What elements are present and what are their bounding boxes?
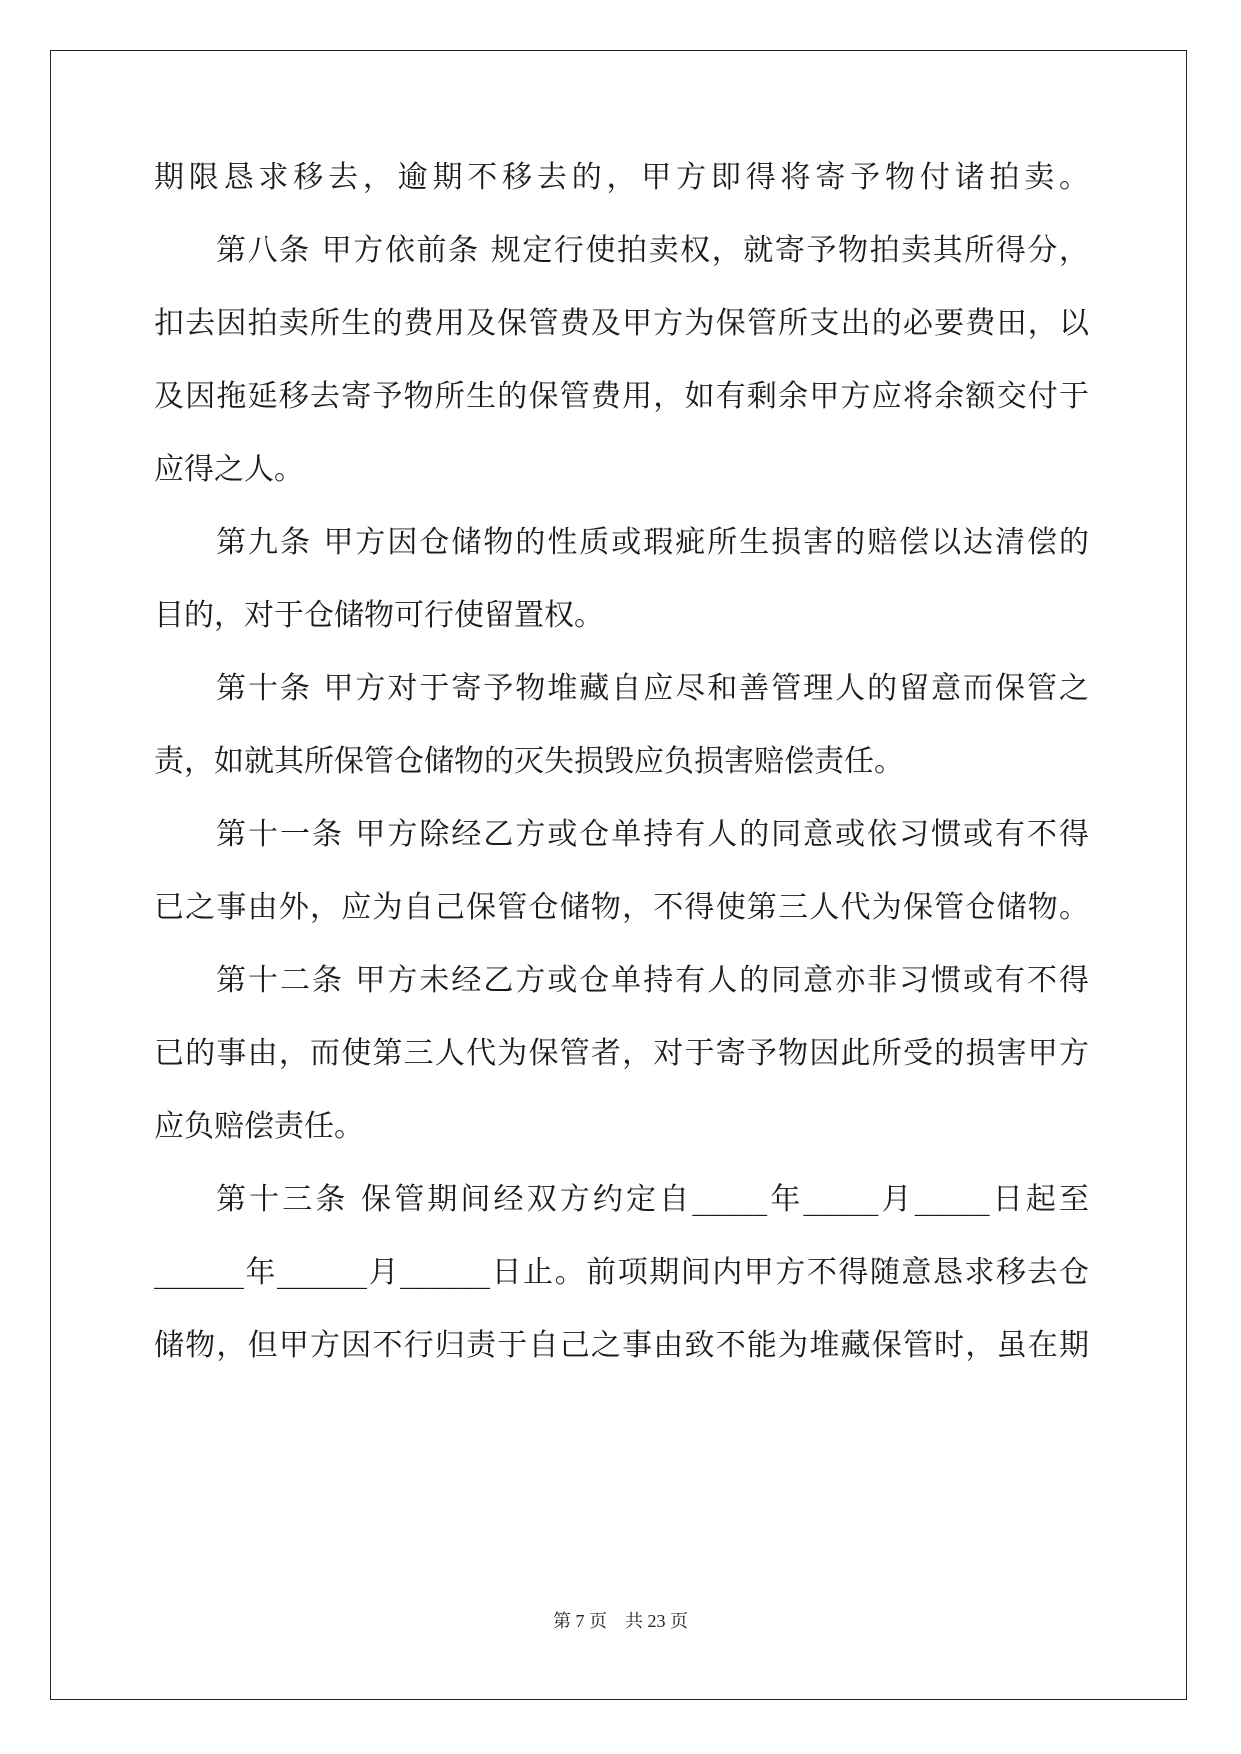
article-9-line: 第九条 甲方因仓储物的性质或瑕疵所生损害的赔偿以达清偿的 (216, 525, 1089, 560)
text-line: 储物，但甲方因不行归责于自己之事由致不能为堆藏保管时，虽在期 (154, 1328, 1089, 1363)
text-line: 期限恳求移去，逾期不移去的，甲方即得将寄予物付诸拍卖。 (154, 160, 1089, 195)
article-10-line: 第十条 甲方对于寄予物堆藏自应尽和善管理人的留意而保管之 (216, 671, 1089, 706)
text-line: 目的，对于仓储物可行使留置权。 (154, 598, 604, 633)
page-border (50, 50, 1187, 1700)
text-line: 应负赔偿责任。 (154, 1109, 364, 1144)
text-line: 已的事由，而使第三人代为保管者，对于寄予物因此所受的损害甲方 (154, 1036, 1089, 1071)
page-number: 第 7 页 共 23 页 (553, 1611, 688, 1631)
article-8-line: 第八条 甲方依前条 规定行使拍卖权，就寄予物拍卖其所得分， (216, 233, 1089, 268)
text-line: 及因拖延移去寄予物所生的保管费用，如有剩余甲方应将余额交付于 (154, 379, 1089, 414)
text-line: 应得之人。 (154, 452, 304, 487)
text-line: ______年______月______日止。前项期间内甲方不得随意恳求移去仓 (154, 1255, 1089, 1290)
text-line: 责，如就其所保管仓储物的灭失损毁应负损害赔偿责任。 (154, 744, 904, 779)
text-line: 扣去因拍卖所生的费用及保管费及甲方为保管所支出的必要费田，以 (154, 306, 1089, 341)
article-13-line: 第十三条 保管期间经双方约定自_____年_____月_____日起至 (216, 1182, 1089, 1217)
text-line: 已之事由外，应为自己保管仓储物，不得使第三人代为保管仓储物。 (154, 890, 1089, 925)
article-11-line: 第十一条 甲方除经乙方或仓单持有人的同意或依习惯或有不得 (216, 817, 1089, 852)
article-12-line: 第十二条 甲方未经乙方或仓单持有人的同意亦非习惯或有不得 (216, 963, 1089, 998)
